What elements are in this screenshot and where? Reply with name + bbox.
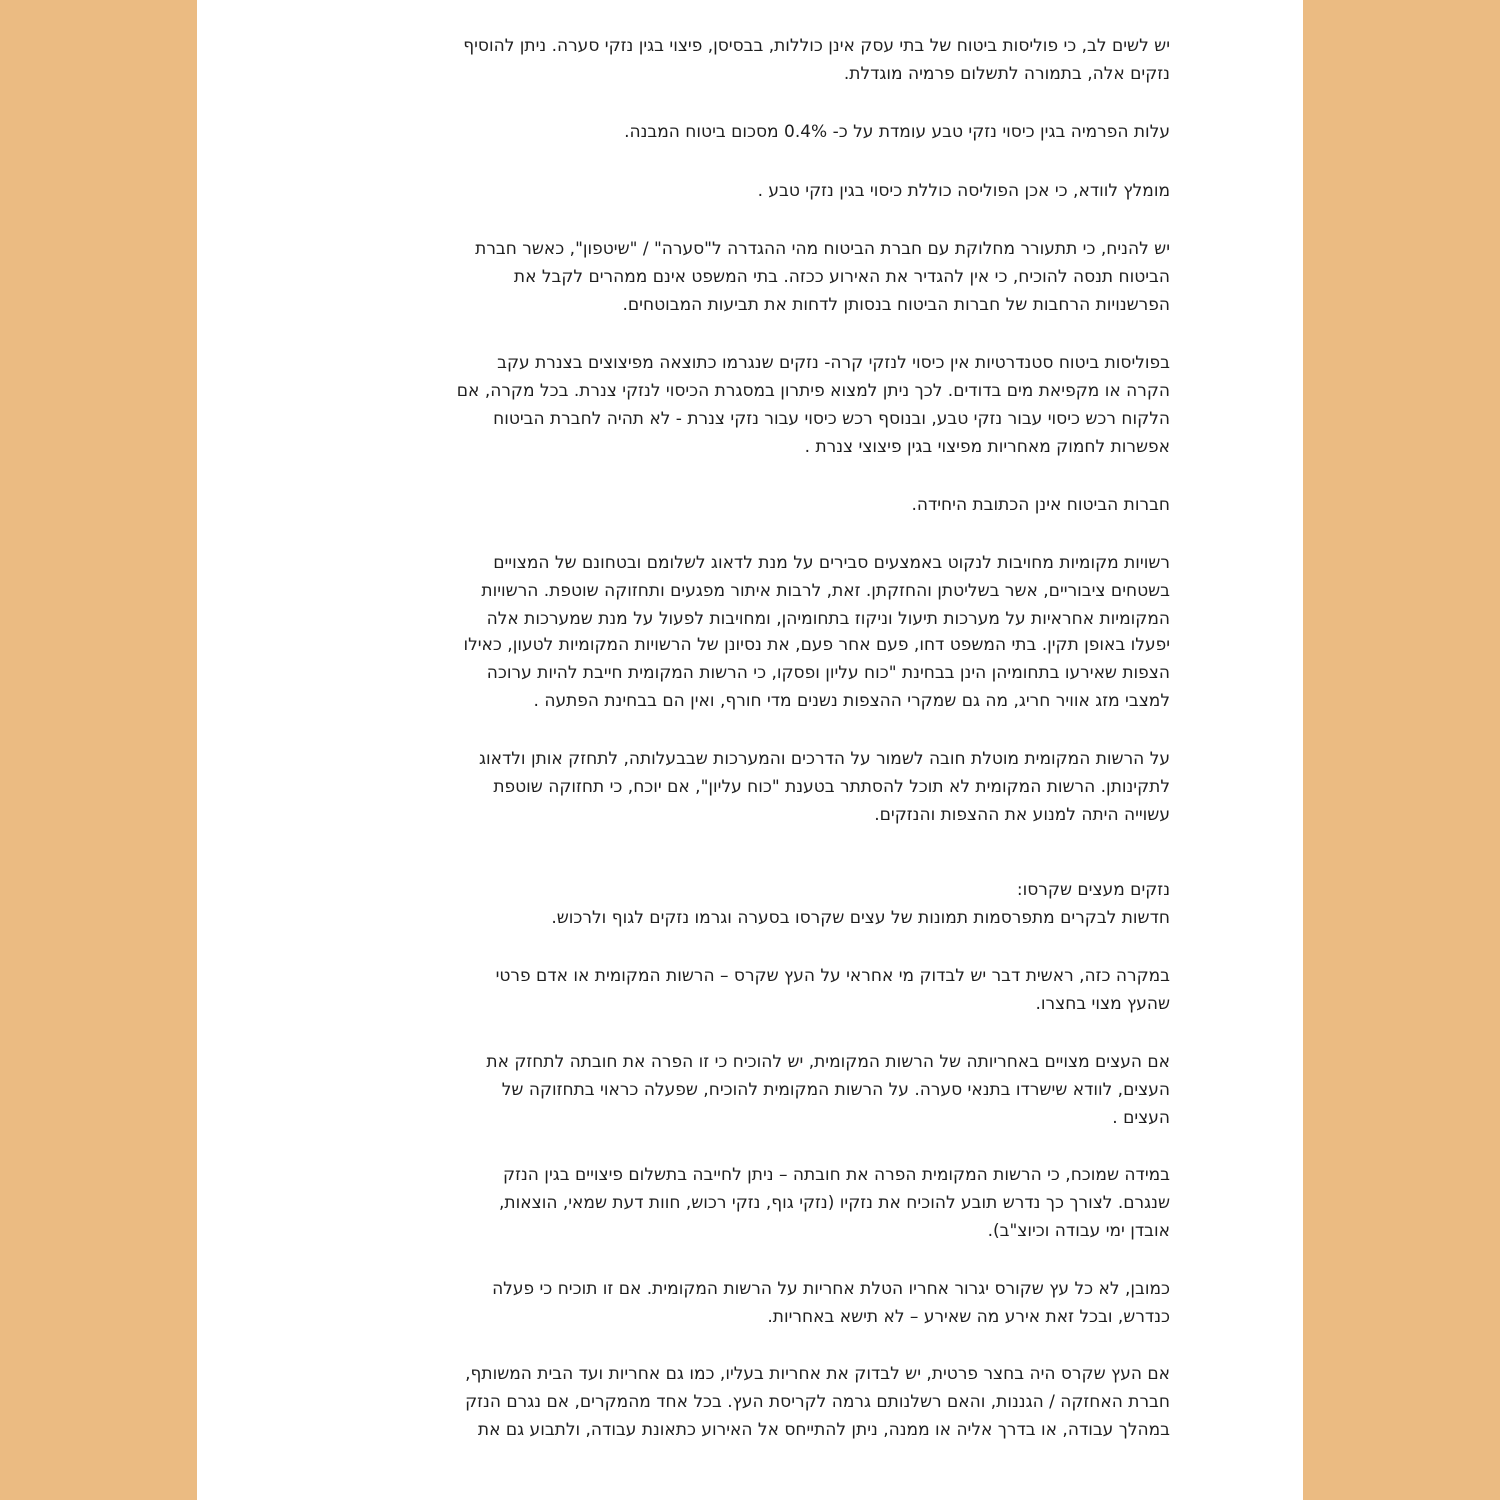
text-line: המקומיות אחראיות על מערכות תיעול וניקוז בתחומיהן, ומחויבות לפעול על מנת שמערכות אלה [486,609,1170,629]
section-heading: נזקים מעצים שקרסו: [1016,880,1170,900]
section-heading: חברות הביטוח אינן הכתובת היחידה. [911,495,1170,515]
text-line: הקרה או מקפיאת מים בדודים. לכך ניתן למצוא פיתרון במסגרת הכיסוי לנזקי צנרת. בכל מקרה, אם [456,381,1170,401]
text-line: הצפות שאירעו בתחומיהן הינן בבחינת "כוח עליון ופסקו, כי הרשות המקומית חייבת להיות ערוכה [486,663,1170,683]
text-line: עלות הפרמיה בגין כיסוי נזקי טבע עומדת על כ- 0.4% מסכום ביטוח המבנה. [624,122,1170,142]
text-line: העצים . [1112,1108,1170,1128]
text-line: שנגרם. לצורך כך נדרש תובע להוכיח את נזקיו (נזקי גוף, נזקי רכוש, חוות דעת שמאי, הוצאות, [499,1193,1170,1213]
text-line: נזקים אלה, בתמורה לתשלום פרמיה מוגדלת. [843,64,1170,84]
text-line: במידה שמוכח, כי הרשות המקומית הפרה את חובתה – ניתן לחייבה בתשלום פיצויים בגין הנזק [503,1165,1170,1185]
text-line: שהעץ מצוי בחצרו. [1035,994,1170,1014]
text-line: אם העצים מצויים באחריותה של הרשות המקומית, יש להוכיח כי זו הפרה את חובתה לתחזק את [486,1052,1170,1072]
text-line: לתקינותן. הרשות המקומית לא תוכל להסתתר בטענת "כוח עליון", אם יוכח, כי תחזוקה שוטפת [493,777,1170,797]
text-line: יש לשים לב, כי פוליסות ביטוח של בתי עסק אינן כוללות, בבסיסן, פיצוי בגין נזקי סערה. ניתן להוסיף [463,36,1170,56]
text-line: אפשרות לחמוק מאחריות מפיצוי בגין פיצוצי צנרת . [804,437,1170,457]
text-line: הביטוח תנסה להוכיח, כי אין להגדיר את האירוע ככזה. בתי המשפט אינם ממהרים לקבל את [513,267,1170,287]
text-line: רשויות מקומיות מחויבות לנקוט באמצעים סבירים על מנת לדאוג לשלומם ובטחונם של המצויים [493,553,1170,573]
text-line: כמובן, לא כל עץ שקורס יגרור אחריו הטלת אחריות על הרשות המקומית. אם זו תוכיח כי פעלה [492,1279,1170,1299]
text-line: אם העץ שקרס היה בחצר פרטית, יש לבדוק את אחריות בעליו, כמו גם אחריות ועד הבית המשותף, [465,1364,1170,1384]
text-line: העצים, לוודא שישרדו בתנאי סערה. על הרשות המקומית להוכיח, שפעלה כראוי בתחזוקה של [501,1080,1170,1100]
text-line: במהלך עבודה, או בדרך אליה או ממנה, ניתן להתייחס אל האירוע כתאונת עבודה, ולתבוע גם את [477,1420,1170,1440]
text-line: במקרה כזה, ראשית דבר יש לבדוק מי אחראי על העץ שקרס – הרשות המקומית או אדם פרטי [495,966,1170,986]
text-line: בשטחים ציבוריים, אשר בשליטתן והחזקתן. זאת, לרבות איתור מפגעים ותחזוקה שוטפת. הרשויות [481,581,1170,601]
text-line: הלקוח רכש כיסוי עבור נזקי טבע, ובנוסף רכש כיסוי עבור נזקי צנרת - לא תהיה לחברת הביטוח [493,409,1170,429]
text-line: מומלץ לוודא, כי אכן הפוליסה כוללת כיסוי בגין נזקי טבע . [757,181,1170,201]
text-line: הפרשנויות הרחבות של חברות הביטוח בנסותן לדחות את תביעות המבוטחים. [622,295,1170,315]
text-line: על הרשות המקומית מוטלת חובה לשמור על הדרכים והמערכות שבבעלותה, לתחזק אותן ולדאוג [478,749,1170,769]
text-line: כנדרש, ובכל זאת אירע מה שאירע – לא תישא באחריות. [767,1307,1170,1327]
text-line: אובדן ימי עבודה וכיוצ"ב). [987,1221,1170,1241]
text-line: למצבי מזג אוויר חריג, מה גם שמקרי ההצפות נשנים מדי חורף, ואין הם בבחינת הפתעה . [533,691,1170,711]
text-line: חדשות לבקרים מתפרסמות תמונות של עצים שקרסו בסערה וגרמו נזקים לגוף ולרכוש. [551,908,1170,928]
text-line: חברת האחזקה / הגננות, והאם רשלנותם גרמה לקריסת העץ. בכל אחד מהמקרים, אם נגרם הנזק [465,1392,1170,1412]
text-line: בפוליסות ביטוח סטנדרטיות אין כיסוי לנזקי קרה- נזקים שנגרמו כתוצאה מפיצוצים בצנרת עקב [497,353,1170,373]
text-line: יפעלו באופן תקין. בתי המשפט דחו, פעם אחר פעם, את נסיונן של הרשויות המקומיות לטעון, כאילו [463,635,1170,655]
text-line: יש להניח, כי תתעורר מחלוקת עם חברת הביטוח מהי ההגדרה ל"סערה" / "שיטפון", כאשר חברת [475,239,1170,259]
text-line: עשוייה היתה למנוע את ההצפות והנזקים. [874,805,1170,825]
